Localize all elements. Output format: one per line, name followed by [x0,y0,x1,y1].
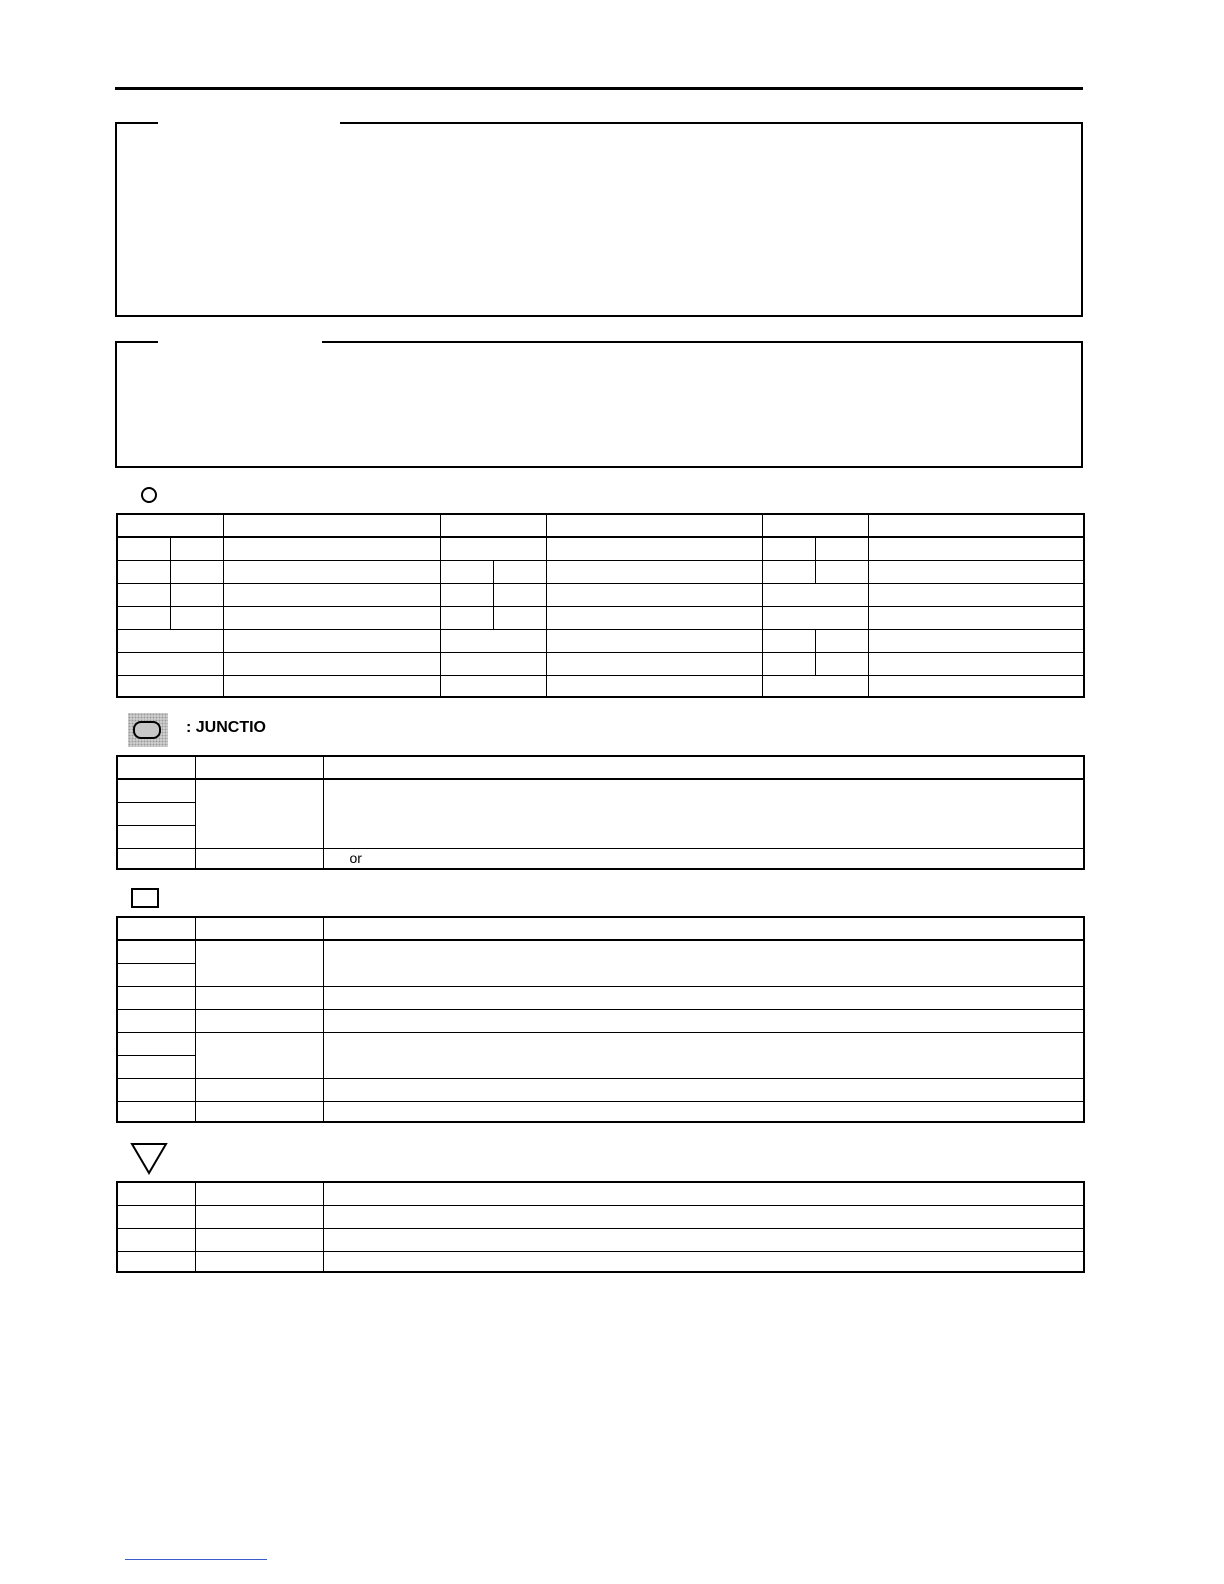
table-cell [195,917,323,940]
table-cell [323,986,1084,1009]
table-cell [117,1032,195,1055]
table-cell [117,675,223,697]
square-icon [131,888,159,908]
table-cell [440,583,493,606]
table-cell [493,606,546,629]
connector-table [116,513,1085,698]
table-cell [117,848,195,869]
table-cell [117,606,170,629]
table-cell [170,606,223,629]
table-cell [868,560,1084,583]
table-cell [323,1009,1084,1032]
table-cell [117,1009,195,1032]
info-box-2 [115,341,1083,468]
table-cell [546,652,762,675]
table-cell [546,560,762,583]
table-cell [117,652,223,675]
table-row [117,514,1084,537]
table-cell [117,802,195,825]
footer-link-underline[interactable] [125,1559,267,1560]
table-cell [117,560,170,583]
table-row [117,986,1084,1009]
table-cell [117,756,195,779]
table-cell [440,606,493,629]
table-cell [117,940,195,963]
table-cell [762,629,815,652]
table-cell [546,583,762,606]
table-cell [493,560,546,583]
table-cell [546,606,762,629]
table-cell [170,560,223,583]
table-row [117,1032,1084,1055]
table-cell [868,514,1084,537]
table-cell [440,629,546,652]
table-row [117,583,1084,606]
junction-note: or [349,850,362,867]
table-row [117,560,1084,583]
table-cell [323,1101,1084,1122]
table-row [117,1182,1084,1205]
info-box-1 [115,122,1083,317]
junction-table [116,755,1085,870]
table-cell [223,514,440,537]
table-cell [170,583,223,606]
table-cell [323,848,1084,869]
table-cell [223,537,440,560]
relay-table [116,916,1085,1123]
table-cell [223,675,440,697]
table-cell [117,629,223,652]
table-cell [868,537,1084,560]
table-cell [762,560,815,583]
table-cell [762,583,868,606]
table-row [117,1251,1084,1272]
table-cell [195,1228,323,1251]
circle-icon [141,487,157,503]
table-cell [117,825,195,848]
table-cell [323,1228,1084,1251]
table-cell [762,606,868,629]
table-cell [440,537,546,560]
table-row [117,629,1084,652]
table-cell [117,1182,195,1205]
table-cell [868,675,1084,697]
table-row [117,848,1084,869]
table-cell [323,917,1084,940]
table-cell [815,629,868,652]
table-cell [815,652,868,675]
table-cell [195,986,323,1009]
table-cell [323,756,1084,779]
table-cell [195,1182,323,1205]
table-cell [117,963,195,986]
table-row [117,1009,1084,1032]
table-cell [323,940,1084,986]
table-cell [323,1205,1084,1228]
table-cell [323,1251,1084,1272]
table-row [117,1205,1084,1228]
table-cell [117,1205,195,1228]
table-cell [170,537,223,560]
table-row [117,1101,1084,1122]
table-cell [195,940,323,986]
table-cell [195,1251,323,1272]
table-cell [546,629,762,652]
table-cell [117,537,170,560]
table-cell [323,1078,1084,1101]
table-cell [323,1182,1084,1205]
table-cell [546,675,762,697]
table-cell [117,514,223,537]
table-cell [117,1251,195,1272]
table-row [117,606,1084,629]
table-cell [546,514,762,537]
table-cell [195,779,323,848]
table-cell [195,1009,323,1032]
table-cell [195,1205,323,1228]
table-cell [440,652,546,675]
table-cell [117,1078,195,1101]
table-cell [117,986,195,1009]
table-cell [815,537,868,560]
table-cell [117,779,195,802]
table-row [117,756,1084,779]
table-cell [117,1101,195,1122]
table-cell [195,1032,323,1078]
header-rule [115,87,1083,90]
table-cell [223,583,440,606]
table-row [117,652,1084,675]
table-cell [223,652,440,675]
table-row [117,537,1084,560]
junction-connector-icon-inner [133,721,161,739]
table-cell [440,675,546,697]
table-cell [762,652,815,675]
table-row [117,1228,1084,1251]
table-cell [117,583,170,606]
table-cell [195,756,323,779]
table-cell [195,1078,323,1101]
table-cell [195,1101,323,1122]
table-cell [762,675,868,697]
table-cell [868,629,1084,652]
table-cell [440,560,493,583]
table-cell [117,1055,195,1078]
ground-table [116,1181,1085,1273]
table-cell [195,848,323,869]
junction-connector-icon [128,713,168,747]
table-row [117,675,1084,697]
table-cell [223,606,440,629]
table-cell [117,917,195,940]
table-cell [223,560,440,583]
table-cell [762,514,868,537]
table-cell [223,629,440,652]
table-cell [323,779,1084,848]
table-cell [493,583,546,606]
junction-heading: : JUNCTIO [186,719,266,736]
table-row [117,940,1084,963]
info-box-1-title-gap [158,119,340,125]
table-cell [546,537,762,560]
table-cell [440,514,546,537]
table-cell [868,583,1084,606]
table-cell [762,537,815,560]
table-cell [323,1032,1084,1078]
info-box-2-title-gap [158,338,322,344]
table-cell [117,1228,195,1251]
table-cell [868,606,1084,629]
table-cell [868,652,1084,675]
table-row [117,1078,1084,1101]
triangle-down-icon [130,1142,168,1176]
table-cell [815,560,868,583]
table-row [117,917,1084,940]
table-row [117,779,1084,802]
